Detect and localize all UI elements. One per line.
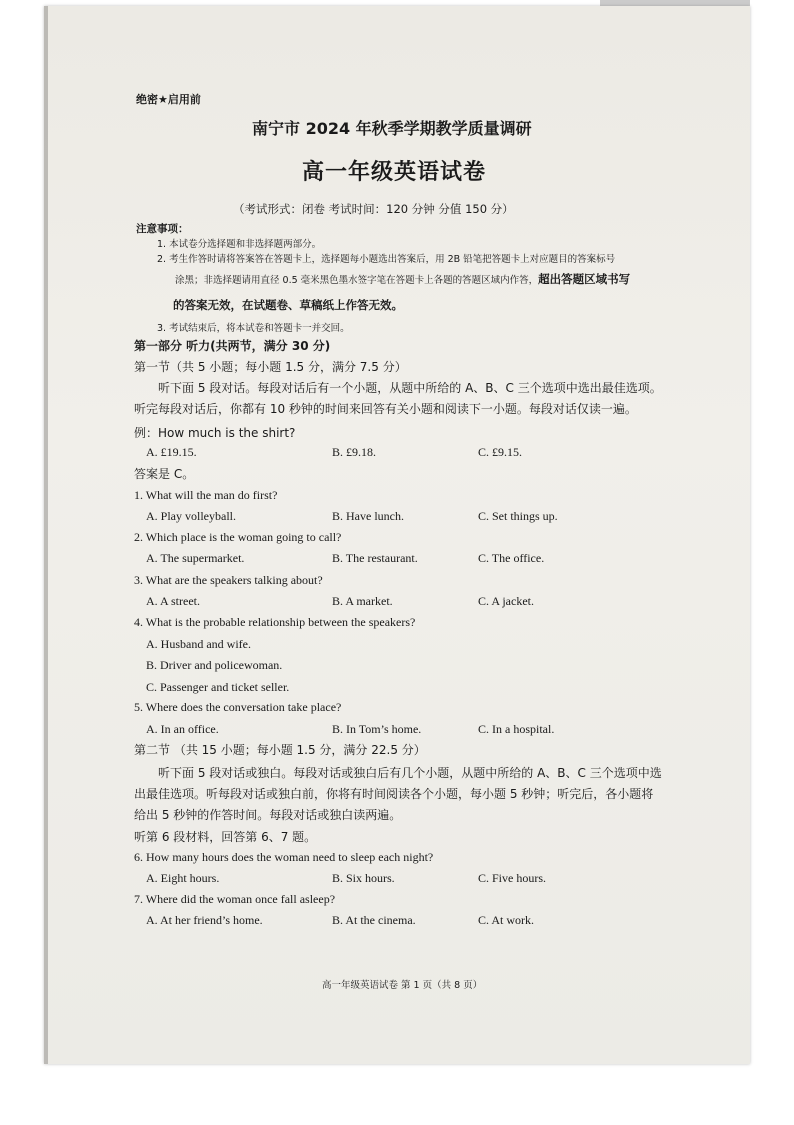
q3-option-b: B. A market. [332, 594, 393, 608]
q7-option-c: C. At work. [478, 913, 535, 927]
example-answer: 答案是 C。 [134, 467, 195, 481]
q6-option-c: C. Five hours. [478, 871, 547, 885]
section2-instructions-line2: 出最佳选项。听每段对话或独白前，你将有时间阅读各个小题，每小题 5 秒钟；听完后，各小题将 [134, 787, 654, 801]
example-option-a: A. £19.15. [146, 445, 197, 459]
notes-heading: 注意事项： [136, 223, 189, 235]
q3-option-a: A. A street. [146, 594, 200, 608]
question-6: 6. How many hours does the woman need to sleep each night? [134, 850, 434, 864]
note-item-2-line1: 2. 考生作答时请将答案答在答题卡上，选择题每小题选出答案后，用 2B 铅笔把答题卡上对应题目的答案标号 [157, 254, 616, 265]
section2-instructions-line1: 听下面 5 段对话或独白。每段对话或独白后有几个小题，从题中所给的 A、B、C 三个选项中选 [158, 766, 662, 780]
q1-option-b: B. Have lunch. [332, 509, 404, 523]
q5-option-c: C. In a hospital. [478, 722, 555, 736]
note-item-3: 3. 考试结束后，将本试卷和答题卡一并交回。 [157, 323, 350, 334]
page-footer: 高一年级英语试卷 第 1 页（共 8 页） [322, 980, 483, 991]
note-item-1: 1. 本试卷分选择题和非选择题两部分。 [157, 239, 322, 250]
question-4: 4. What is the probable relationship between the speakers? [134, 615, 416, 629]
part1-heading: 第一部分 听力(共两节，满分 30 分) [134, 339, 331, 353]
question-7: 7. Where did the woman once fall asleep? [134, 892, 336, 906]
exam-title-line2: 高一年级英语试卷 [302, 160, 487, 185]
q4-option-b: B. Driver and policewoman. [146, 658, 283, 672]
section1-instructions-line1: 听下面 5 段对话。每段对话后有一个小题，从题中所给的 A、B、C 三个选项中选出最佳选项。 [158, 381, 662, 395]
section1-heading: 第一节（共 5 小题；每小题 1.5 分，满分 7.5 分） [134, 360, 407, 374]
page-edge-shadow [44, 6, 48, 1064]
example-option-b: B. £9.18. [332, 445, 377, 459]
bleed-through-texture [480, 80, 740, 980]
q1-option-c: C. Set things up. [478, 509, 558, 523]
q7-option-b: B. At the cinema. [332, 913, 416, 927]
question-5: 5. Where does the conversation take place? [134, 700, 342, 714]
q3-option-c: C. A jacket. [478, 594, 534, 608]
q4-option-c: C. Passenger and ticket seller. [146, 680, 290, 694]
top-edge-shadow [600, 0, 750, 6]
exam-title-line1: 南宁市 2024 年秋季学期教学质量调研 [252, 119, 532, 138]
section2-heading: 第二节 （共 15 小题；每小题 1.5 分，满分 22.5 分） [134, 743, 426, 757]
q4-option-a: A. Husband and wife. [146, 637, 251, 651]
q7-option-a: A. At her friend’s home. [146, 913, 263, 927]
question-3: 3. What are the speakers talking about? [134, 573, 323, 587]
q2-option-c: C. The office. [478, 551, 545, 565]
material-6-instruction: 听第 6 段材料，回答第 6、7 题。 [134, 830, 317, 844]
confidential-label: 绝密★启用前 [136, 93, 201, 106]
note-item-2-line2 [175, 271, 630, 287]
section1-instructions-line2: 听完每段对话后，你都有 10 秒钟的时间来回答有关小题和阅读下一小题。每段对话仅读一遍。 [134, 402, 637, 416]
q5-option-a: A. In an office. [146, 722, 219, 736]
q6-option-b: B. Six hours. [332, 871, 395, 885]
example-option-c: C. £9.15. [478, 445, 523, 459]
example-question: 例：How much is the shirt? [134, 426, 296, 440]
q6-option-a: A. Eight hours. [146, 871, 220, 885]
section2-instructions-line3: 给出 5 秒钟的作答时间。每段对话或独白读两遍。 [134, 808, 402, 822]
q1-option-a: A. Play volleyball. [146, 509, 236, 523]
q2-option-b: B. The restaurant. [332, 551, 418, 565]
q5-option-b: B. In Tom’s home. [332, 722, 422, 736]
q2-option-a: A. The supermarket. [146, 551, 245, 565]
note-item-2-line3: 的答案无效，在试题卷、草稿纸上作答无效。 [173, 298, 403, 312]
question-1: 1. What will the man do first? [134, 488, 278, 502]
note-item-2-line2-normal: 涂黑；非选择题请用直径 0.5 毫米黑色墨水签字笔在答题卡上各题的答题区域内作答， [175, 275, 539, 286]
question-2: 2. Which place is the woman going to call? [134, 530, 342, 544]
exam-info: （考试形式：闭卷 考试时间：120 分钟 分值 150 分） [233, 202, 514, 216]
note-item-2-line2-bold: 超出答题区域书写 [538, 272, 631, 286]
